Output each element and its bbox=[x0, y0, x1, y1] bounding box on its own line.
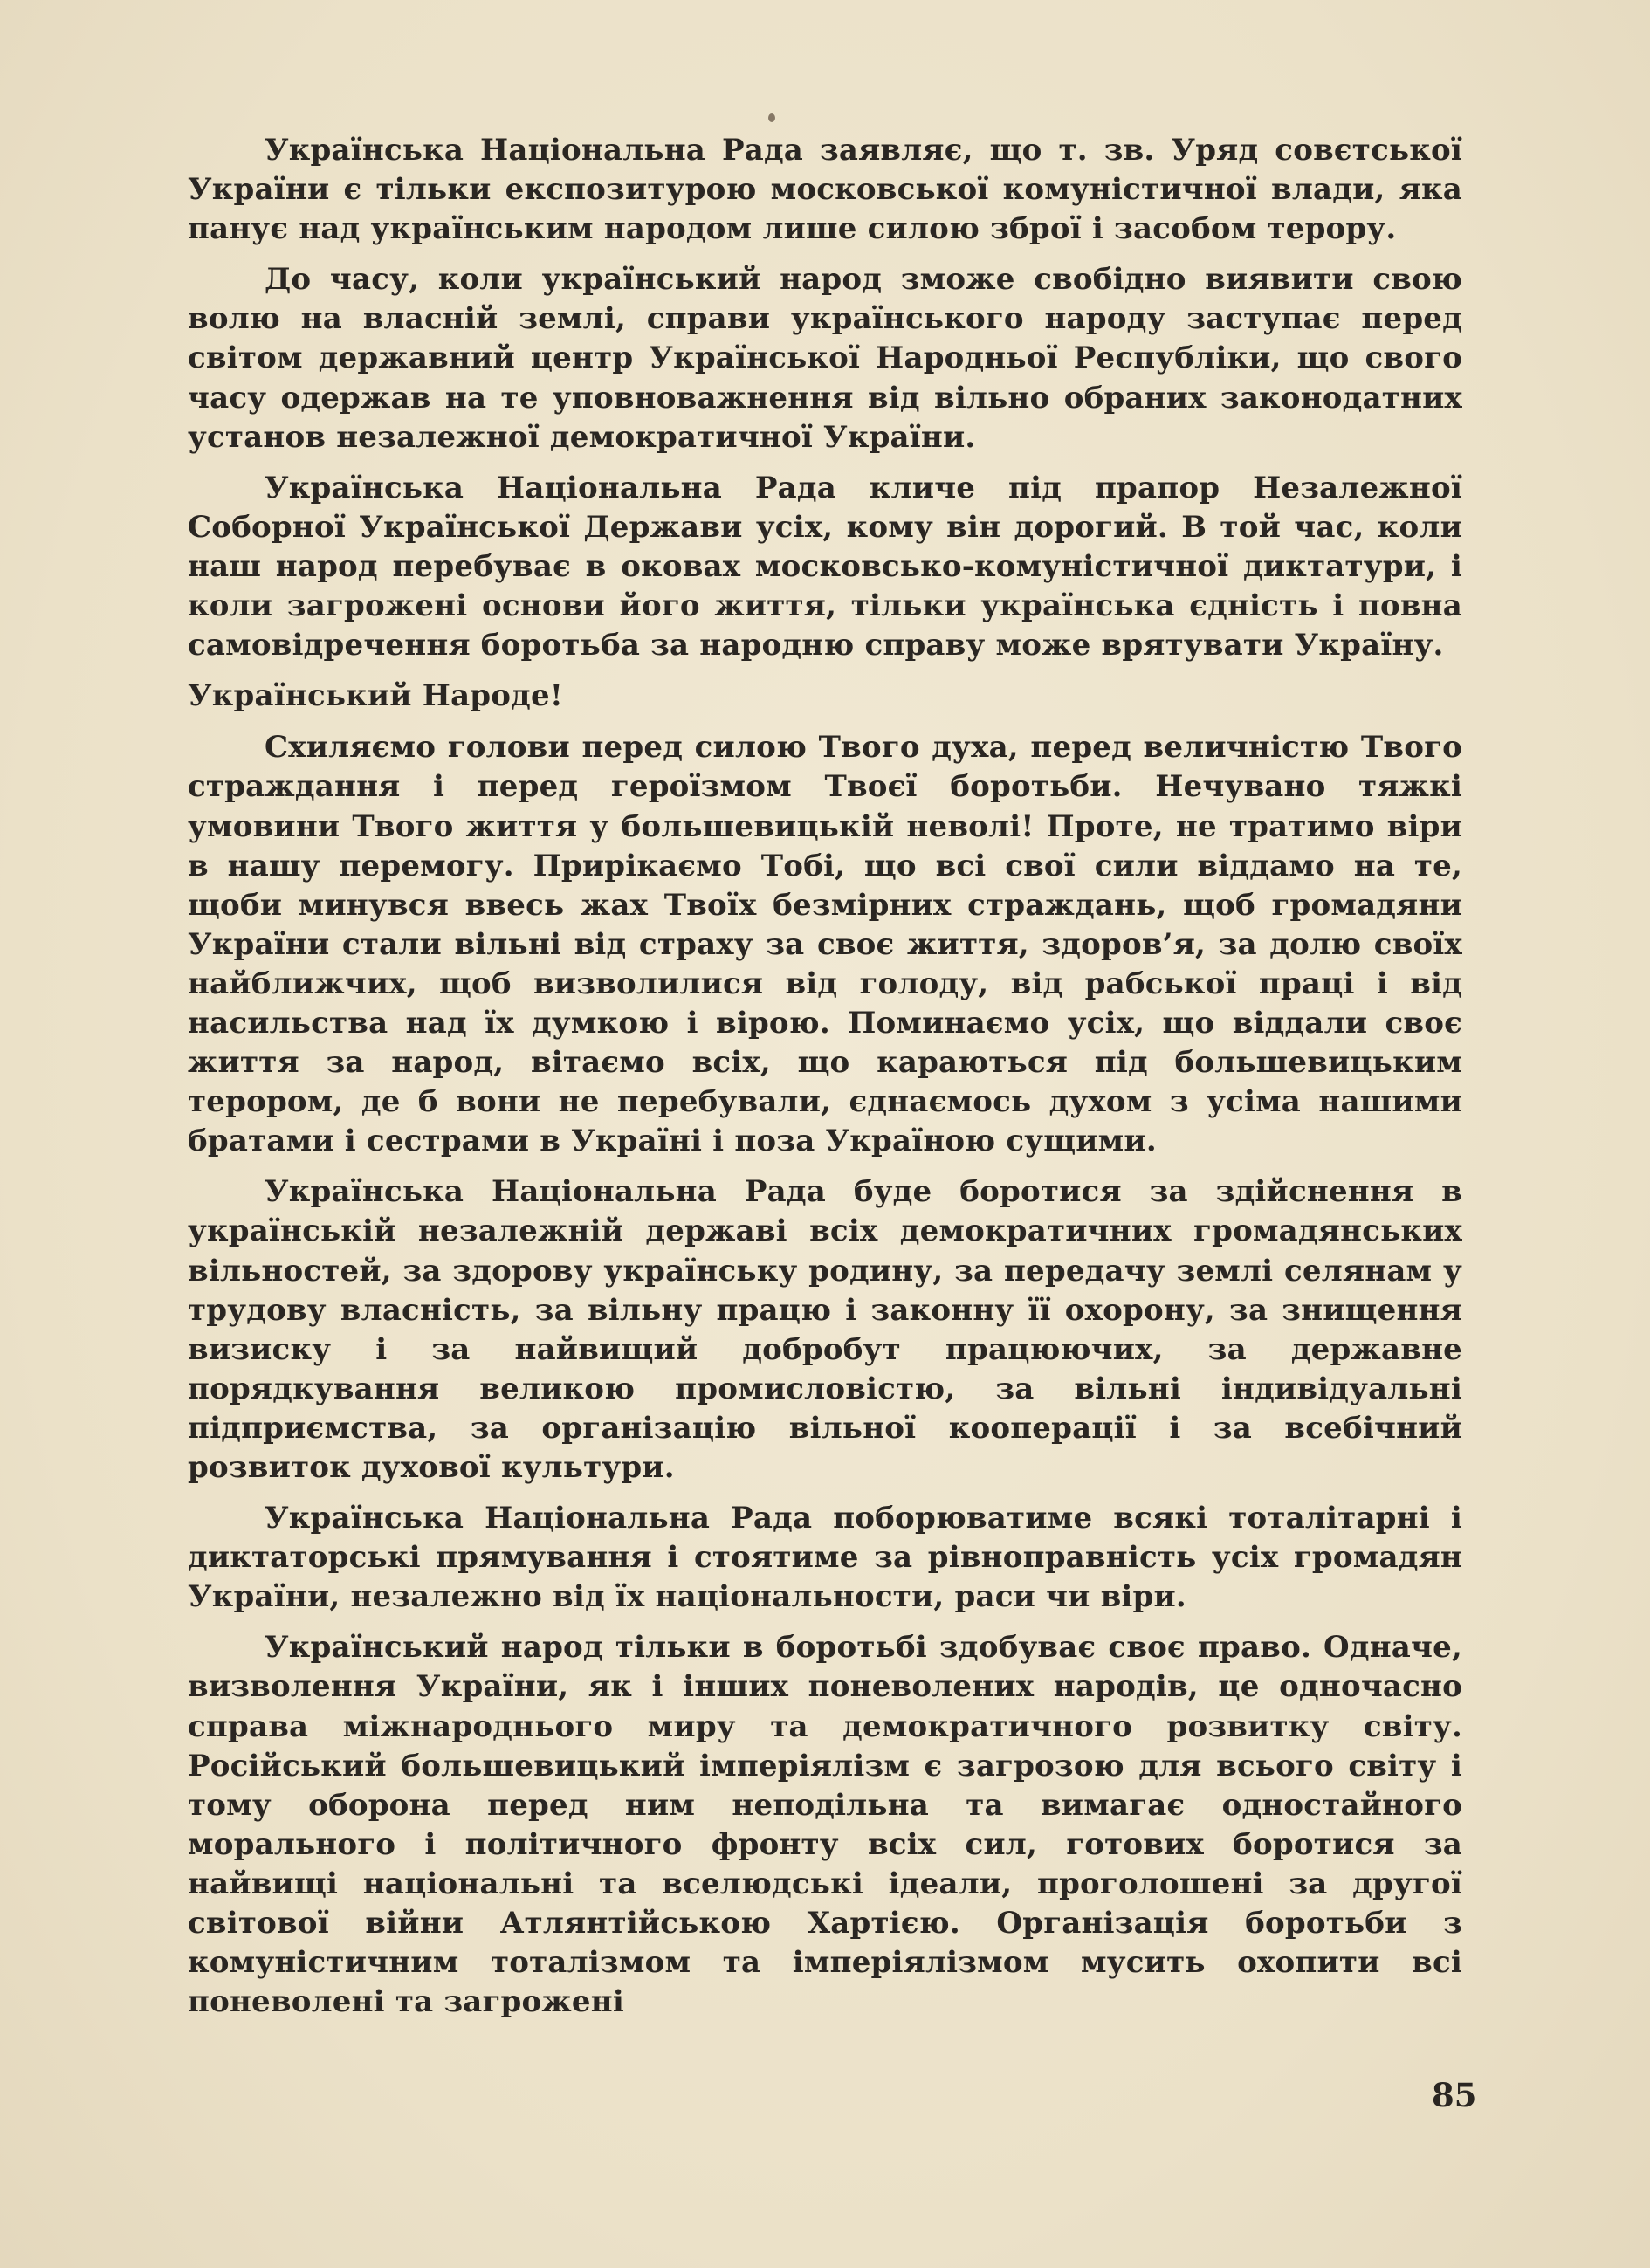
paragraph-democratic-freedoms: Українська Національна Рада буде боротися за здійснення в українській незалежній державі всіх демократичних громадянських вільностей, за здорову українську родину, за передачу землі селянам у трудову власність, за вільну працю і законну її охорону, за знищення визиску і за найвищий добробут працюючих, за державне порядкування великою промисловістю, за вільні індивідуальні підприємства, за організацію вільної кооперації і за всебічний розвиток духової культури. bbox=[188, 1174, 1462, 1485]
body-text bbox=[188, 131, 1462, 2033]
paragraph-call-to-unity: Українська Національна Рада кличе під прапор Незалежної Соборної Української Держави усіх, кому він дорогий. В той час, коли наш народ перебуває в оковах московсько-комуністичної диктатури, і коли загрожені основи його життя, тільки українська єдність і повна самовідречення боротьба за народню справу може врятувати Україну. bbox=[188, 470, 1462, 663]
paragraph-international-struggle: Український народ тільки в боротьбі здобуває своє право. Одначе, визволення України, як і інших поневолених народів, це одночасно справа міжнароднього миру та демократичного розвитку світу. Російський большевицький імперіялізм є загрозою для всього світу і тому оборона перед ним неподільна та вимагає одностайного морального і політичного фронту всіх сил, готових боротися за найвищі національні та вселюдські ідеали, проголошені за другої світової війни Атлянтійською Хартією. Організація боротьби з комуністичним тоталізмом та імперіялізмом мусить охопити всі поневолені та загрожені bbox=[188, 1630, 1462, 2020]
ink-mark bbox=[768, 113, 775, 122]
section-heading: Український Народе! bbox=[188, 678, 563, 714]
paragraph-soviet-government: Українська Національна Рада заявляє, що т. зв. Уряд совєтської України є тільки експозитурою московської комуністичної влади, яка панує над українським народом лише силою зброї і засобом терору. bbox=[188, 133, 1462, 247]
paragraph-against-totalitarianism: Українська Національна Рада поборюватиме всякі тоталітарні і диктаторські прямування і стоятиме за рівноправність усіх громадян України, незалежно від їх національности, раси чи віри. bbox=[188, 1501, 1462, 1615]
paragraph-address-to-people: Схиляємо голови перед силою Твого духа, перед величністю Твого страждання і перед героїзмом Твоєї боротьби. Нечувано тяжкі умовини Твого життя у большевицькій неволі! Проте, не тратимо віри в нашу перемогу. Прирікаємо Тобі, що всі свої сили віддамо на те, щоби минувся ввесь жах Твоїх безмірних страждань, щоб громадяни України стали вільні від страху за своє життя, здоров’я, за долю своїх найближчих, щоб визволилися від голоду, від рабської праці і від насильства над їх думкою і вірою. Поминаємо усіх, що віддали своє життя за народ, вітаємо всіх, що караються під большевицьким терором, де б вони не перебували, єднаємось духом з усіма нашими братами і сестрами в Україні і поза Україною сущими. bbox=[188, 730, 1462, 1159]
paragraph-state-center: До часу, коли український народ зможе свобідно виявити свою волю на власній землі, справи українського народу заступає перед світом державний центр Української Народньої Республіки, що свого часу одержав на те уповноважнення від вільно обраних законодатних установ незалежної демократичної України. bbox=[188, 262, 1462, 455]
page-number: 85 bbox=[1432, 2076, 1477, 2114]
